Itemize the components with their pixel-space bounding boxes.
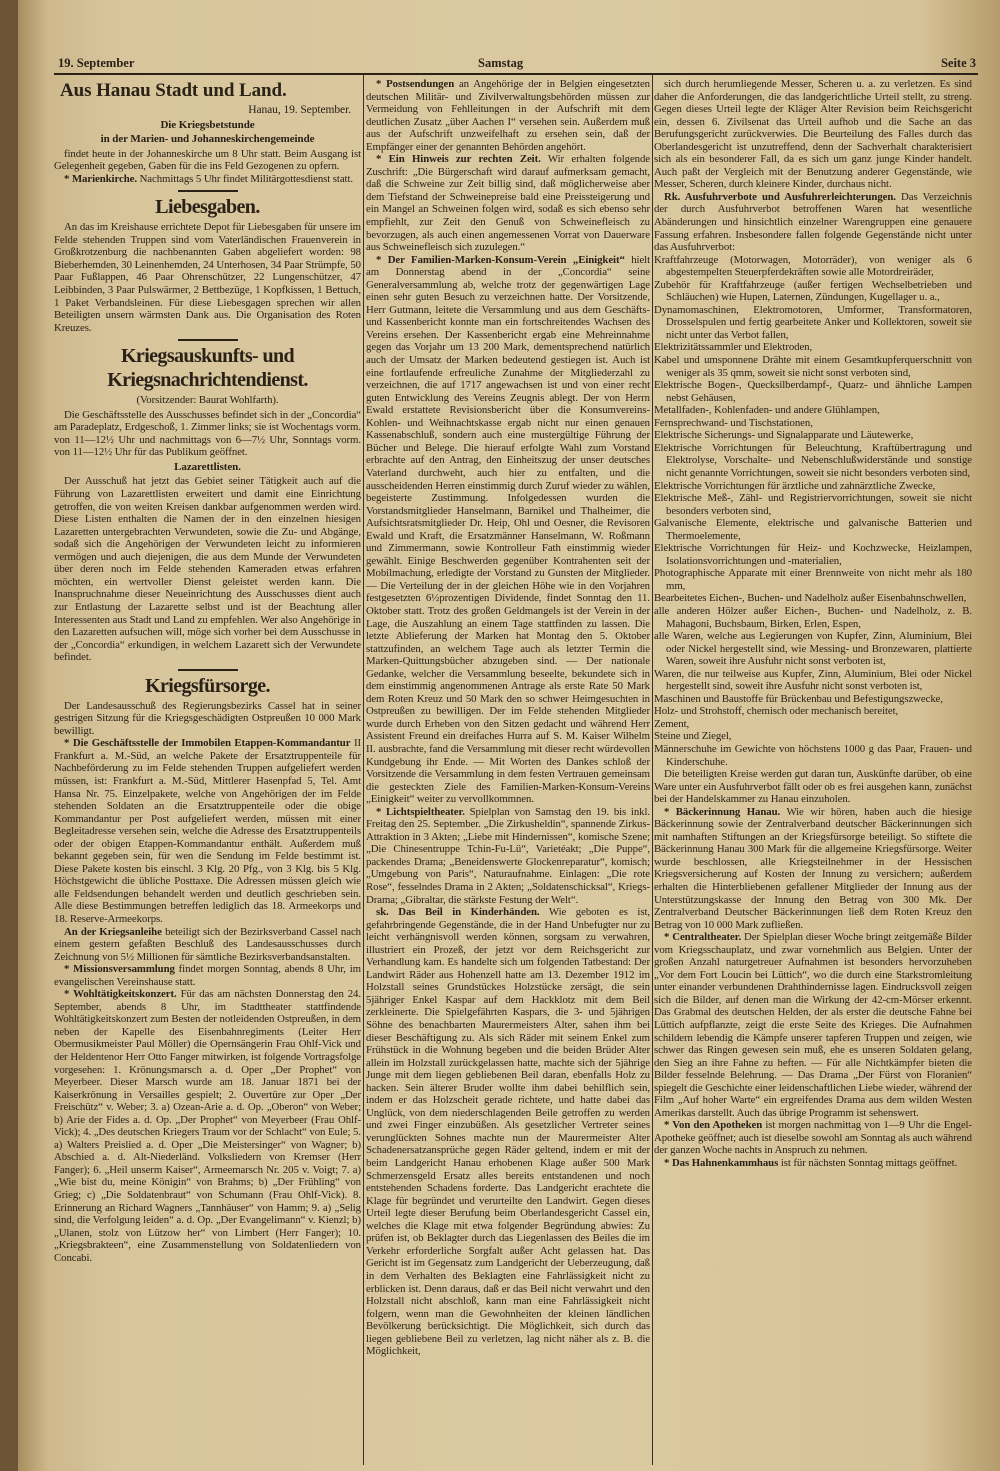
article-text: Elektrizitätssammler und Elektroden, <box>654 341 813 354</box>
article-text: Für das am nächsten Donnerstag den 24. September, abends 8 Uhr, im Stadttheater stattfindende Wohltätigkeitskonzert zum Besten der notleidenden Ostpreußen, in dem neben der Kapelle des Eisenbahnregiments (Leiter Herr Obermusikmeister Paul Möller) die Opernsängerin Frau Ohlf-Vick und der Heldentenor Herr Otto Fanger mitwirken, ist folgende Vortragsfolge vorgesehen: 1. Krönungsmarsch a. d. Oper „Der Prophet“ von Meyerbeer. Dieser Marsch wurde am 18. Januar 1871 bei der Kaiserkrönung in Versailles gespielt; 2. Ouvertüre zur Oper „Der Freischütz“ v. Weber; 3. a) Ozean-Arie a. d. Op. „Oberon“ von Weber; b) Arie der Fides a. d. Op. „Der Prophet“ von Meyerbeer (Frau Ohlf-Vick); 4. „Des deutschen Kriegers Traum vor der Schlacht“ von Eule; 5. a) Walters Preislied a. d. Oper „Die Meistersinger“ von Wagner; b) Abschied a. d. Alt-Niederländ. Volksliedern von Kremser (Herr Fanger); 6. „Heil unserm Kaiser“, Armeemarsch Nr. 205 v. Voigt; 7. a) „Wie bist du, meine Königin“ von Brahms; b) „Der Frühling“ von Grieg; c) „Die Soldatenbraut“ von Schumann (Frau Ohlf-Vick). 8. Erinnerung an Richard Wagners „Tannhäuser“ von Hamm; 9. a) „Selig sind, die Verfolgung leiden“ a. d. Op. „Der Evangelimann“ v. Kienzl; b) „Ulanen, stolz von Lützow her“ von Limbert (Herr Fanger); 10. „Kriegsbrakteen“, eine Zusammenstellung von Soldatenliedern von Concabi. <box>54 988 361 1264</box>
article-text: Kriegsfürsorge. <box>145 674 270 697</box>
article-lead: * Lichtspieltheater. <box>376 805 465 818</box>
section-divider <box>178 190 238 192</box>
article-text: Waren, die nur teilweise aus Kupfer, Zinn, Aluminium, Blei oder Nickel hergestellt sind, soweit ihre Ausfuhr nicht sonst verboten ist, <box>654 667 972 693</box>
article-text: Fernsprechwand- und Tischstationen, <box>654 416 813 429</box>
article-text: Elektrische Vorrichtungen für ärztliche und zahnärztliche Zwecke, <box>654 479 936 492</box>
article-text: (Vorsitzender: Baurat Wohlfarth). <box>136 394 279 407</box>
article-para <box>366 78 650 153</box>
article-text: Elektrische Vorrichtungen für Beleuchtung, Kraftübertragung und Elektrolyse, Vorschalte- und Nebenschlußwiderstände und sonstige nicht genannte Vorrichtungen, soweit sie nicht besonders verboten sind, <box>654 441 972 479</box>
list-item <box>654 630 972 668</box>
article-lead: * Missionsversammlung <box>64 963 175 976</box>
list-item <box>654 379 972 404</box>
list-item <box>654 718 972 731</box>
list-item <box>654 442 972 480</box>
article-text: Galvanische Elemente, elektrische und galvanische Batterien und Thermoelemente, <box>654 517 972 542</box>
article-lead: * Von den Apotheken <box>664 1119 763 1132</box>
article-text: in der Marien- und Johanneskirchengemeinde <box>100 133 315 146</box>
article-subhead <box>54 133 361 146</box>
article-subhead <box>54 461 361 474</box>
list-item <box>654 605 972 630</box>
column-2 <box>366 78 650 1358</box>
list-item <box>654 567 972 592</box>
article-center <box>54 394 361 407</box>
column-divider <box>652 75 653 1465</box>
article-heading2 <box>54 674 361 698</box>
article-text: Steine und Ziegel, <box>654 730 732 743</box>
list-item <box>654 480 972 493</box>
article-lead: An der Kriegsanleihe <box>64 925 162 938</box>
article-lead: * Marienkirche. <box>64 172 137 185</box>
article-text: Elektrische Meß-, Zähl- und Registriervorrichtungen, soweit sie nicht besonders verboten sind, <box>654 492 972 517</box>
article-text: Photographische Apparate mit einer Brennweite von nicht mehr als 180 mm, <box>654 567 972 592</box>
section-divider <box>178 339 238 341</box>
article-text: Der Landesausschuß des Regierungsbezirks Cassel hat in seiner gestrigen Sitzung für die Kriegsgeschädigten Ostpreußen 10 000 Mark bewilligt. <box>54 699 361 737</box>
article-text: Männerschuhe im Gewichte von höchstens 1000 g das Paar, Frauen- und Kinderschuhe. <box>654 742 972 768</box>
article-para <box>654 1157 972 1170</box>
article-subhead <box>54 119 361 132</box>
article-para <box>54 173 361 186</box>
article-text: Hanau, 19. September. <box>248 104 351 116</box>
column-divider <box>363 75 364 1465</box>
column-1 <box>54 78 361 1264</box>
article-para <box>654 191 972 254</box>
article-text: Elektrische Bogen-, Quecksilberdampf-, Quarz- und ähnliche Lampen nebst Gehäusen, <box>654 379 972 404</box>
article-text: Wie wir hören, haben auch die hiesige Bäckerinnung sowie der Zentralverband deutscher Bäckerinnungen sich mit namhaften Stiftungen an der Kriegsfürsorge beteiligt. So stiftete die Bäckerinnung Hanau 300 Mark für die allgemeine Kriegsfürsorge. Weiter wurde beschlossen, alle Kriegsteilnehmer in der Hessischen Kriegsversicherung auf Kosten der Innung zu versichern; außerdem erhalten die Hinterbliebenen gefallener Mitglieder der Innung aus der Unterstützungskasse der Innung den Betrag von 300 Mk. Der Zentralverband Deutscher Bäckerinnungen ließ dem Roten Kreuz den Betrag von 10 000 Mark zufließen. <box>654 805 972 931</box>
header-date: 19. September <box>58 56 135 70</box>
article-text: Zubehör für Kraftfahrzeuge (außer fertigen Wechselbetrieben und Schläuchen) wie Hupen, Laternen, Zündungen, Kugellager u. a., <box>654 278 972 304</box>
list-item <box>654 693 972 706</box>
article-lead: Rk. Ausfuhrverbote und Ausfuhrerleichterungen. <box>664 190 896 203</box>
list-item <box>654 743 972 768</box>
article-para <box>54 963 361 988</box>
article-text: II Frankfurt a. M.-Süd, an welche Pakete der Ersatztruppenteile für Nachbeförderung zu im Felde stehenden Truppen aufgeliefert werden müssen, ist: Frankfurt a. M.-Süd, Mittlerer Hasenpfad 5, Tel. Amt Hansa Nr. 75. Einzelpakete, welche von Angehörigen der im Felde stehenden Soldaten an die Ersatztruppenteile oder die obige Kommandantur per Post aufgeliefert werden, müssen mit einer Begleitadresse versehen sein, welche die Adresse des Ersatztruppenteils oder der obigen Etappen-Kommandantur enthält. Außerdem muß bekannt gegeben sein, für wen die Sendung im Felde bestimmt ist. Diese Pakete kosten bis einschl. 3 Klg. 20 Pfg., von 3 Klg. bis 5 Klg. Höchstgewicht die übliche Posttaxe. Die Adressen müssen gleich wie alle Feldsendungen behandelt werden und deutlich geschrieben sein. Alle diese Bestimmungen betreffen lediglich das 18. Armeekorps und 18. Reserve-Armeekorps. <box>54 737 362 925</box>
article-para <box>54 409 361 459</box>
article-para <box>54 700 361 738</box>
article-text: Kriegsauskunfts- und Kriegsnachrichtendienst. <box>107 345 308 392</box>
article-text: Wie geboten es ist, gefahrbringende Gegenstände, die in der Hand Unbefugter nur zu leicht verhängnisvoll werden können, sorgsam zu verwahren, illustriert ein Prozeß, der jetzt vor dem Reichsgericht zur Verhandlung kam. Es handelte sich um folgenden Tatbestand: Der Landwirt Räder aus Hohenzell hatte am 13. Dezember 1912 im Holzstall seines Grundstückes Holzstücke zersägt, die sein 5jähriger Enkel Kaspar auf dem Hackklotz mit dem Beil zerkleinerte. Die Spielgefährten Kaspars, die 3- und 5jährigen Söhne des benachbarten Maurermeisters Alter, sahen ihm bei dieser Beschäftigung zu. Als sich Räder mit seinem Enkel zum Frühstück in die Wohnung begeben und die beiden Brüder Alter allein im Holzstall zurückgelassen hatte, machte sich der 5jährige Junge mit dem liegen gebliebenen Beil daran, ebenfalls Holz zu hacken. Sein älterer Bruder wollte ihm dabei behilflich sein, indem er das Holzscheit gerade richtete, und hatte dabei das Unglück, von dem niederschlagenden Beile getroffen zu werden und zwei Finger einzubüßen. Als gesetzlicher Vertreter seines verunglückten Sohnes machte nun der Maurermeister Alter Schadenersatzansprüche gegen Räder geltend, indem er mit der beim Landgericht Hanau erhobenen Klage außer 500 Mark Schmerzensgeld Ersatz alles bereits entstandenen und noch entstehenden Schadens forderte. Das Landgericht erachtete die Klage für begründet und verurteilte den Landwirt. Gegen dieses Urteil legte dieser Berufung beim Oberlandesgericht Cassel ein, welches die Klage mit etwa folgender Begründung abwies: Zu prüfen ist, ob Beklagter durch das Liegenlassen des Beiles die im Verkehr erforderliche Sorgfalt außer Acht gelassen hat. Das Gericht ist im Gegensatz zum Landgericht der Ueberzeugung, daß in dem Verhalten des Beklagten eine Fahrlässigkeit nicht zu erblicken ist. Denn daraus, daß er das Beil nicht verwahrt und den Holzstall nicht abschloß, kann man eine Fahrlässigkeit nicht folgern, wenn man die Gewohnheiten der kleinen ländlichen Bevölkerung berücksichtigt. Die Möglichkeit, sich durch das liegen gebliebene Beil zu verletzen, lag nicht näher als z. B. die Möglichkeit, <box>366 906 650 1358</box>
article-text: Elektrische Sicherungs- und Signalapparate und Läutewerke, <box>654 429 914 442</box>
article-para <box>654 768 972 806</box>
page-header <box>58 56 976 72</box>
list-item <box>654 429 972 442</box>
article-lead: * Bäckerinnung Hanau. <box>664 805 781 818</box>
article-lead: * Die Geschäftsstelle der Immobilen Etappen-Kommandantur <box>64 737 351 750</box>
article-para <box>54 475 361 663</box>
article-text: Die Geschäftsstelle des Ausschusses befindet sich in der „Concordia“ am Paradeplatz, Erdgeschoß, 1. Zimmer links; sie ist Wochentags vorm. von 11—12½ Uhr und nachmittags von 6—7½ Uhr, Sonntags vorm. von 11—12½ Uhr für das Publikum geöffnet. <box>54 408 361 459</box>
article-text: Kraftfahrzeuge (Motorwagen, Motorräder), von weniger als 6 abgestempelten Steuerpferdekräften sowie alle Motordreiräder, <box>654 253 972 279</box>
article-text: sich durch herumliegende Messer, Scheren u. a. zu verletzen. Es sind daher die Anforderungen, die das landgerichtliche Urteil stellt, zu streng. Gegen dieses Urteil legte der Kläger Alter Revision beim Reichsgericht ein, dessen 6. Zivilsenat das Urteil aufhob und die Sache an das Berufungsgericht zurückverwies. Die Beurteilung des Falles durch das Oberlandesgericht ist unzutreffend, denn der Sachverhalt charakterisiert sich als ein besonderer Fall, da es sich um ganz junge Kinder handelt. Auch paßt der Vergleich mit der Benutzung anderer Gegenstände, wie Messer, Scheren, durch kleinere Kinder, durchaus nicht. <box>654 78 972 191</box>
list-item <box>654 492 972 517</box>
list-item <box>654 279 972 304</box>
list-item <box>654 417 972 430</box>
newspaper-page <box>18 0 1000 1471</box>
article-text: An das im Kreishause errichtete Depot für Liebesgaben für unsere im Felde stehenden Truppen sind vom Vaterländischen Frauenverein in Großkrotzenburg die nachbenannten Gaben abgeliefert worden: 98 Bieberhemden, 30 Leinenhemden, 24 Unterhosen, 34 Paar Strümpfe, 50 Paar Fußlappen, 46 Paar Ohrenschützer, 22 Lungenschützer, 47 Leibbinden, 3 Paar Pulswärmer, 2 Bettbezüge, 1 Kopfkissen, 1 Bettuch, 1 Paket Verbandsleinen. Für diese Liebesgagen sprechen wir allen Beteiligten unsern wärmsten Dank aus. Die Organisation des Roten Kreuzes. <box>54 221 361 334</box>
article-para <box>54 926 361 964</box>
article-text: Zement, <box>654 717 690 730</box>
article-para <box>54 737 361 925</box>
article-text: Der Ausschuß hat jetzt das Gebiet seiner Tätigkeit auch auf die Führung von Lazarettlisten erweitert und damit eine Einrichtung getroffen, die von weiten Kreisen dankbar aufgenommen werden wird. Diese Listen enthalten die Namen der in den einzelnen hiesigen Lazaretten untergebrachten Verwundeten, sowie die Zu- und Abgänge, sodaß sich die Angehörigen der Verwundeten leicht zu informieren vermögen und auch diejenigen, die aus dem Munde der Verwundeten über deren noch im Felde stehenden Kameraden etwas erfahren möchten, ein wertvoller Dienst geleistet werden kann. Die Inanspruchnahme dieser Neueinrichtung des Ausschusses dient auch zur Entlastung der Lazarette selbst und ist der Beachtung aller Interessenten aus Stadt und Land zu empfehlen. Wer also Angehörige in den Lazaretten aufsuchen will, möge sich vorher bei dem Ausschusse in der „Concordia“ erkundigen, in welchem Lazarett sich der Verwundete befindet. <box>54 475 361 664</box>
article-para <box>654 1119 972 1157</box>
list-item <box>654 592 972 605</box>
article-para <box>54 221 361 334</box>
article-text: Elektrische Vorrichtungen für Heiz- und Kochzwecke, Heizlampen, Isolationsvorrichtungen und -materialien, <box>654 542 972 567</box>
article-text: Nachmittags 5 Uhr findet Militärgottesdienst statt. <box>139 172 354 185</box>
article-text: Das Verzeichnis der durch Ausfuhrverbot betroffenen Waren hat wesentliche Abänderungen und hinsichtlich einzelner Warengruppen eine genauere Fassung erfahren. Insbesondere fallen folgende Gegenstände nicht unter das Ausfuhrverbot: <box>654 190 972 254</box>
article-text: ist morgen nachmittag von 1—9 Uhr die Engel-Apotheke geöffnet; auch ist dieselbe sowohl am Sonntag als auch während der ganzen Woche nachts in Anspruch zu nehmen. <box>654 1119 972 1157</box>
list-item <box>654 304 972 342</box>
list-item <box>654 705 972 718</box>
article-para <box>54 148 361 173</box>
article-heading2 <box>54 344 361 392</box>
article-para <box>654 806 972 931</box>
article-para <box>366 153 650 253</box>
article-heading2 <box>54 195 361 219</box>
article-text: Holz- und Strohstoff, chemisch oder mechanisch bereitet, <box>654 705 899 718</box>
article-heading <box>60 79 361 102</box>
list-item <box>654 517 972 542</box>
article-para <box>366 806 650 906</box>
article-text: hielt am Donnerstag abend in der „Concordia“ seine Generalversammlung ab, welche trotz der gegenwärtigen Lage einen sehr guten Besuch zu verzeichnen hatte. Der Vorsitzende, Herr Gutmann, leitete die Versammlung und aus dem Geschäfts- und Kassenbericht konnte man ein fortschreitendes Wachsen des Vereins ersehen. Der Kassenbericht ergab eine Mehreinnahme gegen das Vorjahr um 13 200 Mark, dementsprechend natürlich auch der Umsatz der Marken bedeutend gestiegen ist. Auch ist eine fortlaufende erfreuliche Zunahme der Mitgliederzahl zu verzeichnen, die auf 1717 angewachsen ist und von einer recht guten Entwicklung des Vereins Zeugnis ablegt. Der von Herrn Ewald erstattete Revisionsbericht über die Konsumvereins-Kohlen- und Weihnachtskasse ergab nicht nur einen genauen Kassenabschluß, sondern auch eine mustergültige Führung der Bücher und Belege. Die hierauf erfolgte Wahl zum Vorstand erbrachte auf den Antrag, den Einheitszug der unser deutsches Vaterland durchweht, auch hier zu entfalten, und die ausscheidenden Herren einstimmig durch Zuruf wieder zu wählen, begeisterte Zustimmung. Infolgedessen wurden die Vorstandsmitglieder Hanselmann, Barnikel und Thalheimer, die Aufsichtsratsmitglieder Dr. Heip, Ohl und Oesner, die Revisoren Ewald und Kraft, die Ersatzmänner Hanselmann, W. Roßmann und Zimmermann, sowie Kontrolleur Fath einstimmig wieder gewählt. Einige Beschwerden gegenüber Kontrahenten seit der Mobilmachung, erledigte der Vorstand zu Gunsten der Mitglieder. — Die Verteilung der in der gleichen Höhe wie in den Vorjahren festgesetzten 6½prozentigen Dividende, findet Sonntag den 11. Oktober statt. Trotz des großen Geldmangels ist der Verein in der Lage, die Auszahlung an einem Tage stattfinden zu lassen. Die letzte Ablieferung der Marken hat Montag den 5. Oktober stattzufinden, an welchem Tage auch als letzter Termin die Marken-Quittungsbücher abzugeben sind. — Der nationale Gedanke, welcher die Versammlung beseelte, bekundete sich in dem einstimmig angenommenen Antrage als erste Rate 50 Mark dem Roten Kreuz und 50 Mark den so schwer Heimgesuchten in Ostpreußen zu bewilligen. Der im Felde stehenden Mitglieder wurde durch Erheben von den Sitzen gedacht und während Herr Assistent Freund ein dreifaches Hurra auf S. M. Kaiser Wilhelm II. ausbrachte, fand die Versammlung mit dieser recht würdevollen Kundgebung ihr Ende. — Mit Worten des Dankes schloß der Vorsitzende die Versammlung in dem festen Vertrauen gemeinsam die gesteckten Ziele des Familien-Marken-Konsum-Vereins „Einigkeit“ weiter zu vervollkommnen. <box>366 253 650 806</box>
article-text: ist für nächsten Sonntag mittags geöffnet. <box>780 1157 958 1170</box>
article-para <box>54 988 361 1264</box>
article-text: Metallfaden-, Kohlenfaden- und andere Glühlampen, <box>654 404 880 417</box>
article-text: Bearbeitetes Eichen-, Buchen- und Nadelholz außer Eisenbahnschwellen, <box>654 592 967 605</box>
article-text: beteiligt sich der Bezirksverband Cassel nach einem gestern gefaßten Beschluß des Landesausschusses durch Zeichnung von 5½ Millionen für sämtliche Bezirksverbandsanstalten. <box>54 925 361 963</box>
list-item <box>654 730 972 743</box>
article-lead: * Ein Hinweis zur rechten Zeit. <box>376 153 541 166</box>
article-text: Die Kriegsbetstunde <box>160 118 255 131</box>
article-text: Dynamomaschinen, Elektromotoren, Umformer, Transformatoren, Drosselspulen und fertig gearbeitete Anker und Kollektoren, soweit sie nicht unter das Verbot fallen, <box>654 303 972 341</box>
article-text: Maschinen und Baustoffe für Brückenbau und Befestigungszwecke, <box>654 692 943 705</box>
article-text: Liebesgaben. <box>155 196 260 219</box>
article-lead: * Wohltätigkeitskonzert. <box>64 988 177 1001</box>
article-text: findet heute in der Johanneskirche um 8 Uhr statt. Beim Ausgang ist Gelegenheit gegeben, Gaben für die ins Feld Gezogenen zu opfern. <box>54 147 361 173</box>
article-text: alle anderen Hölzer außer Eichen-, Buchen- und Nadelholz, z. B. Mahagoni, Buchsbaum, Birken, Erlen, Espen, <box>654 604 972 630</box>
list-item <box>654 254 972 279</box>
article-dateline <box>54 104 351 117</box>
header-rule <box>54 73 978 75</box>
article-lead: * Postsendungen <box>376 78 455 90</box>
article-para <box>366 254 650 806</box>
list-item <box>654 542 972 567</box>
list-item <box>654 404 972 417</box>
list-item <box>654 668 972 693</box>
article-text: Spielplan von Samstag den 19. bis inkl. Freitag den 25. September. „Die Zirkusheldin“, spannende Zirkus-Attraktion in 3 Akten; „Liebe mit Hindernissen“, komische Szene; „Die Chinesentruppe Tchin-Fu-Lü“, Varietéakt; „Die Puppe“, packendes Drama; „Beneidenswerte Glockenreparatur“, komisch; „Umgebung von Paris“, Naturaufnahme. Einlagen: „Die rote Rose“, fesselndes Drama in 2 Akten; „Soldatenschicksal“, Kriegs-Drama; „Gibraltar, die stärkste Festung der Welt“. <box>366 805 650 906</box>
list-item <box>654 341 972 354</box>
article-text: Der Spielplan dieser Woche bringt zeitgemäße Bilder vom Kriegsschauplatz, und zwar vornehmlich aus Belgien. Unter der großen Anzahl naturgetreuer Aufnahmen ist besonders hervorzuheben „Vor dem Fort Loucin bei Lüttich“, wo die durch eine Starkstromleitung unter einander verbundenen Drahthindernisse lagen. Eindrucksvoll zeigen sich die Bilder, auf denen man die Wirkung der 42-cm-Mörser erkennt. Das Grabmal des deutschen Helden, der als erster die deutsche Fahne bei Lüttich aufpflanzte, zeigt die erste Seite des Krieges. Die Aufnahmen schildern lebendig die Kämpfe unserer tapferen Truppen und zeigen, wie schwer das Ringen gewesen sein muß, ehe es unseren Soldaten gelang, den Sieg an ihre Fahne zu heften. — Für alle Nichtkämpfer bieten die Bilder fesselnde Belehrung. — Das Drama „Der Fürst von Floranien“ spiegelt die Geschichte einer leidenschaftlichen Liebe wieder, während der Film „Auf hoher Warte“ ein ergreifendes Drama aus dem wilden Westen Amerikas darstellt. Auch das übrige Programm ist sehenswert. <box>654 931 973 1119</box>
list-item <box>654 354 972 379</box>
section-divider <box>178 669 238 671</box>
article-text: alle Waren, welche aus Legierungen von Kupfer, Zinn, Aluminium, Blei oder Nickel hergestellt sind, wie Messing- und Bronzewaren, plattierte Waren, soweit ihre Ausfuhr nicht sonst verboten ist, <box>654 630 972 668</box>
article-text: Lazarettlisten. <box>174 460 241 473</box>
header-day: Samstag <box>478 56 524 70</box>
article-text: Aus Hanau Stadt und Land. <box>60 80 287 101</box>
article-para <box>654 78 972 191</box>
header-page-number: Seite 3 <box>940 56 976 70</box>
article-text: Die beteiligten Kreise werden gut daran tun, Auskünfte darüber, ob eine Ware unter ein Ausfuhrverbot fällt oder ob es frei ausgehen kann, zunächst bei der Handelskammer zu Hanau einzuholen. <box>654 768 972 806</box>
article-text: an Angehörige der in Belgien eingesetzten deutschen Militär- und Zivilverwaltungsbehörden müssen zur Vermeidung von Fehlleitungen in der Aufschrift mit dem deutlichen Zusatz „über Aachen I“ versehen sein. Außerdem muß aus der Aufschrift unzweifelhaft zu ersehen sein, daß der Empfänger einer der genannten Behörden angehört. <box>366 78 650 153</box>
article-text: findet morgen Sonntag, abends 8 Uhr, im evangelischen Vereinshause statt. <box>54 963 361 988</box>
article-text: Wir erhalten folgende Zuschrift: „Die Bürgerschaft wird darauf aufmerksam gemacht, daß die Schweine zur Zeit billig sind, daß möglicherweise aber dem Tiefstand der Schweinepreise bald eine Preissteigerung und ein Mangel an Schweinen folgen wird, sodaß es sich ebenso sehr empfiehlt, zur Zeit den Genuß von Schweinefleisch zu bevorzugen, als auch einen angemessenen Vorrat von Dauerware aus Schweinefleisch sich zuzulegen.“ <box>366 153 651 254</box>
article-lead: * Der Familien-Marken-Konsum-Verein „Einigkeit“ <box>376 253 625 266</box>
article-para <box>366 906 650 1358</box>
article-para <box>654 931 972 1119</box>
column-3 <box>654 78 972 1170</box>
article-text: Kabel und umsponnene Drähte mit einem Gesamtkupferquerschnitt von weniger als 35 qmm, soweit sie nicht sonst verboten sind, <box>654 354 972 379</box>
article-lead: * Centraltheater. <box>664 931 742 944</box>
article-lead: * Das Hahnenkammhaus <box>664 1157 779 1170</box>
article-lead: sk. Das Beil in Kinderhänden. <box>376 906 540 919</box>
